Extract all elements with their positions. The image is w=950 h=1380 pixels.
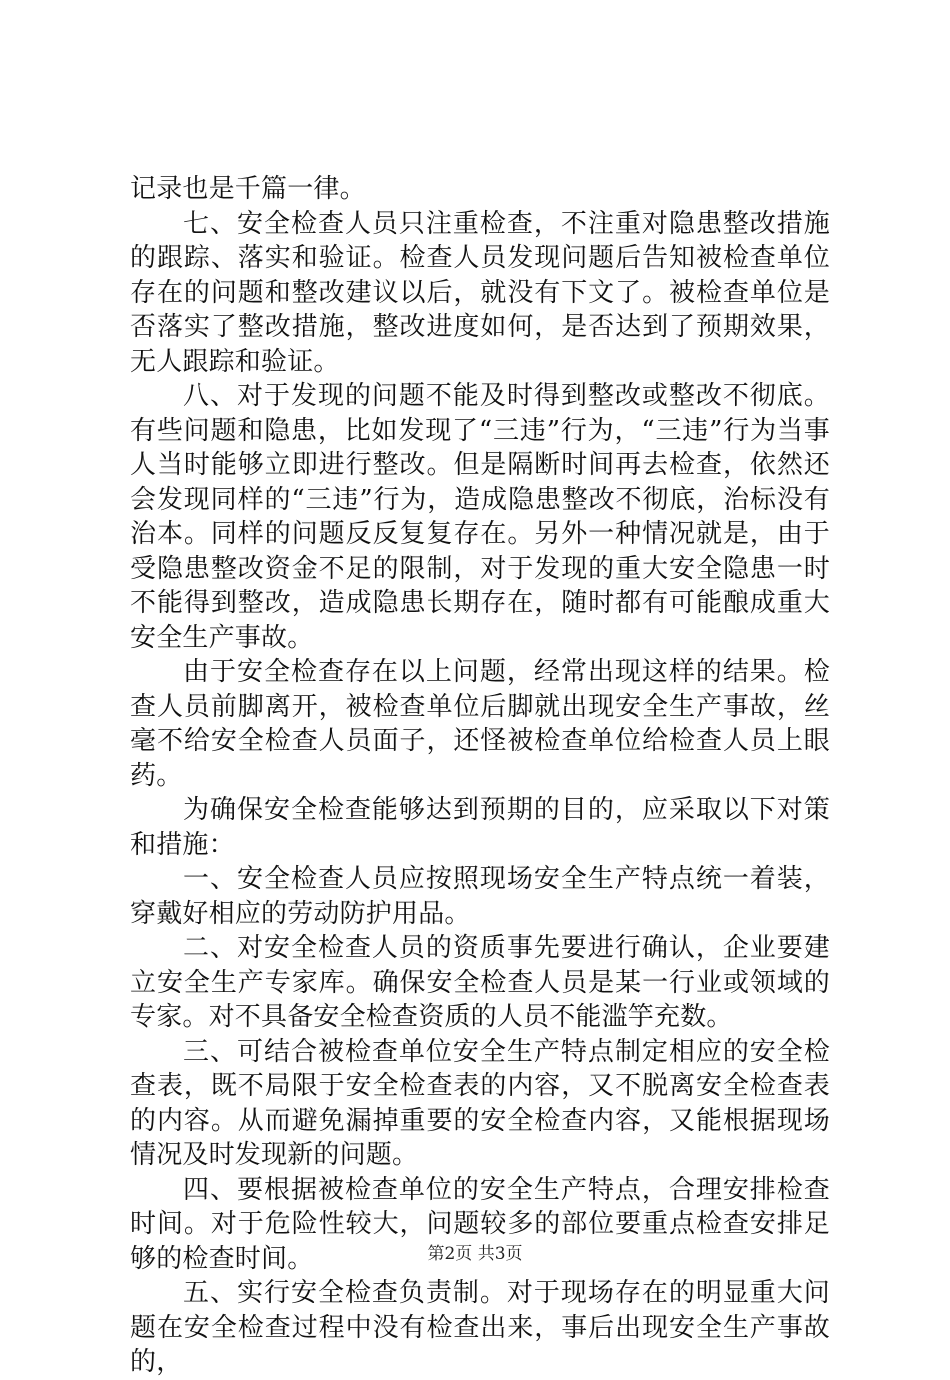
document-body	[130, 172, 830, 1380]
paragraph-measure-3: 三、可结合被检查单位安全生产特点制定相应的安全检查表，既不局限于安全检查表的内容，又不脱离安全检查表的内容。从而避免漏掉重要的安全检查内容，又能根据现场情况及时发现新的问题。	[130, 1036, 830, 1170]
paragraph-consequence: 由于安全检查存在以上问题，经常出现这样的结果。检查人员前脚离开，被检查单位后脚就出现安全生产事故，丝毫不给安全检查人员面子，还怪被检查单位给检查人员上眼药。	[130, 657, 830, 791]
paragraph-measures-intro: 为确保安全检查能够达到预期的目的，应采取以下对策和措施：	[130, 795, 830, 860]
paragraph-item-7: 七、安全检查人员只注重检查，不注重对隐患整改措施的跟踪、落实和验证。检查人员发现问题后告知被检查单位存在的问题和整改建议以后，就没有下文了。被检查单位是否落实了整改措施，整改进度如何，是否达到了预期效果，无人跟踪和验证。	[130, 208, 830, 377]
paragraph-item-8: 八、对于发现的问题不能及时得到整改或整改不彻底。有些问题和隐患，比如发现了“三违”行为，“三违”行为当事人当时能够立即进行整改。但是隔断时间再去检查，依然还会发现同样的“三违”行为，造成隐患整改不彻底，治标没有治本。同样的问题反反复复存在。另外一种情况就是，由于受隐患整改资金不足的限制，对于发现的重大安全隐患一时不能得到整改，造成隐患长期存在，随时都有可能酿成重大安全生产事故。	[130, 381, 830, 653]
page-number-footer: 第2页 共3页	[427, 1244, 523, 1264]
paragraph-measure-1: 一、安全检查人员应按照现场安全生产特点统一着装，穿戴好相应的劳动防护用品。	[130, 864, 830, 929]
paragraph-measure-2: 二、对安全检查人员的资质事先要进行确认，企业要建立安全生产专家库。确保安全检查人员是某一行业或领域的专家。对不具备安全检查资质的人员不能滥竽充数。	[130, 933, 830, 1032]
paragraph-measure-5: 五、实行安全检查负责制。对于现场存在的明显重大问题在安全检查过程中没有检查出来，事后出现安全生产事故的，	[130, 1278, 830, 1377]
paragraph-continuation: 记录也是千篇一律。	[130, 174, 366, 204]
paragraph-measure-4: 四、要根据被检查单位的安全生产特点，合理安排检查时间。对于危险性较大，问题较多的部位要重点检查安排足够的检查时间。	[130, 1174, 830, 1274]
